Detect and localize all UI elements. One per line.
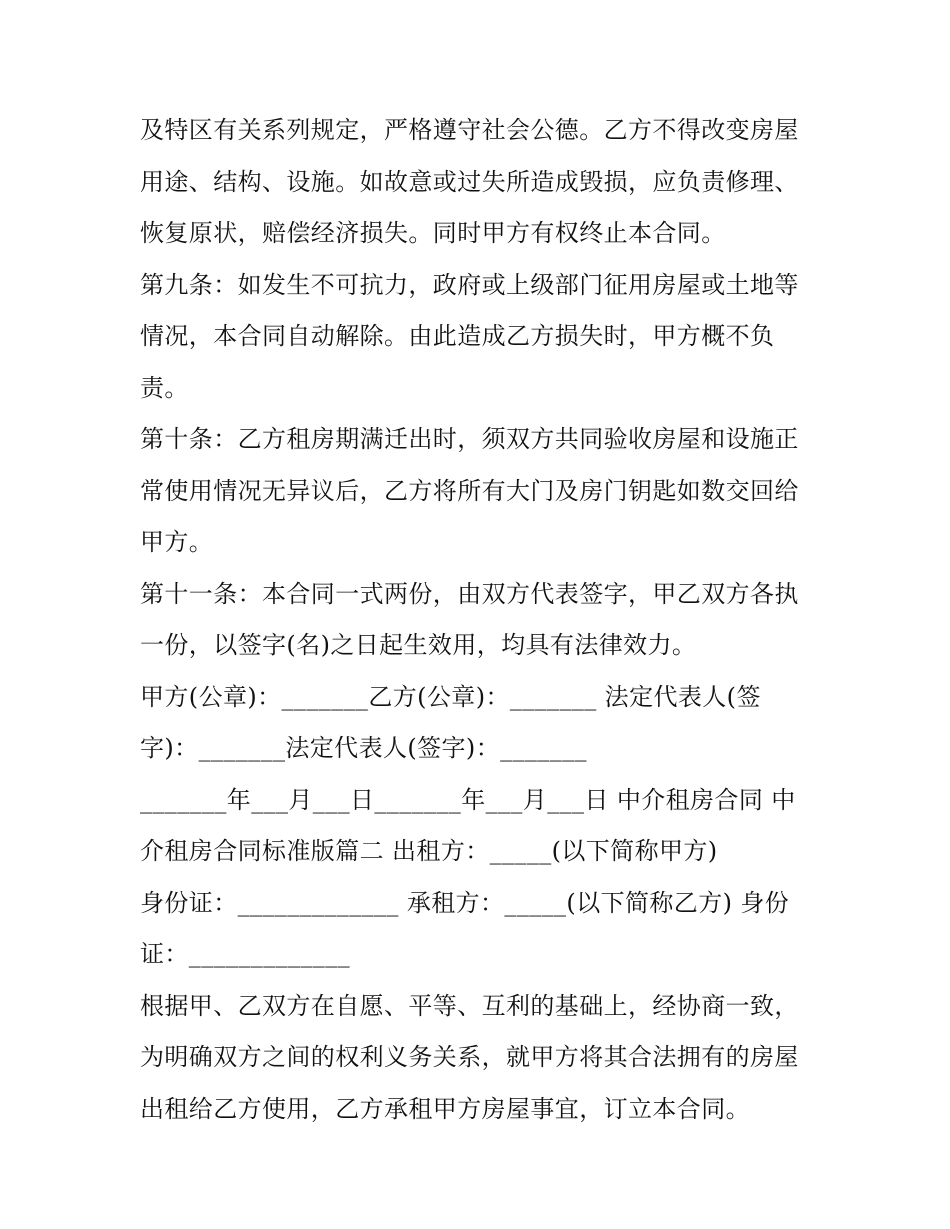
text-line: 介租房合同标准版篇二 出租方：_____(以下简称甲方) <box>140 837 718 865</box>
article-10-line: 第十条：乙方租房期满迁出时，须双方共同验收房屋和设施正 <box>140 425 799 453</box>
text-line: 甲方。 <box>140 528 214 556</box>
text-line: 出租给乙方使用，乙方承租甲方房屋事宜，订立本合同。 <box>140 1094 750 1123</box>
text-line: 根据甲、乙双方在自愿、平等、互利的基础上，经协商一致， <box>140 991 799 1020</box>
text-line: 及特区有关系列规定，严格遵守社会公德。乙方不得改变房屋 <box>140 116 799 144</box>
id-line: 证：_____________ <box>140 940 350 968</box>
text-line: 情况，本合同自动解除。由此造成乙方损失时，甲方概不负 <box>140 322 775 350</box>
date-line: _______年___月___日_______年___月___日 中介租房合同 中 <box>140 785 796 814</box>
text-line: 为明确双方之间的权利义务关系，就甲方将其合法拥有的房屋 <box>140 1043 799 1071</box>
text-line: 一份，以签字(名)之日起生效用，均具有法律效力。 <box>140 631 697 659</box>
article-9-line: 第九条：如发生不可抗力，政府或上级部门征用房屋或土地等 <box>140 270 799 299</box>
signature-line: 甲方(公章)：_______乙方(公章)：_______ 法定代表人(签 <box>140 682 761 711</box>
text-line: 用途、结构、设施。如故意或过失所造成毁损，应负责修理、 <box>140 167 799 196</box>
signature-line: 字)：_______法定代表人(签字)：_______ <box>140 734 587 762</box>
id-line: 身份证：_____________ 承租方：_____(以下简称乙方) 身份 <box>140 888 790 917</box>
text-line: 常使用情况无异议后，乙方将所有大门及房门钥匙如数交回给 <box>140 476 799 505</box>
text-line: 责。 <box>140 373 189 402</box>
text-line: 恢复原状，赔偿经济损失。同时甲方有权终止本合同。 <box>140 219 726 247</box>
contract-body-text <box>140 105 820 1135</box>
article-11-line: 第十一条：本合同一式两份，由双方代表签字，甲乙双方各执 <box>140 579 799 608</box>
